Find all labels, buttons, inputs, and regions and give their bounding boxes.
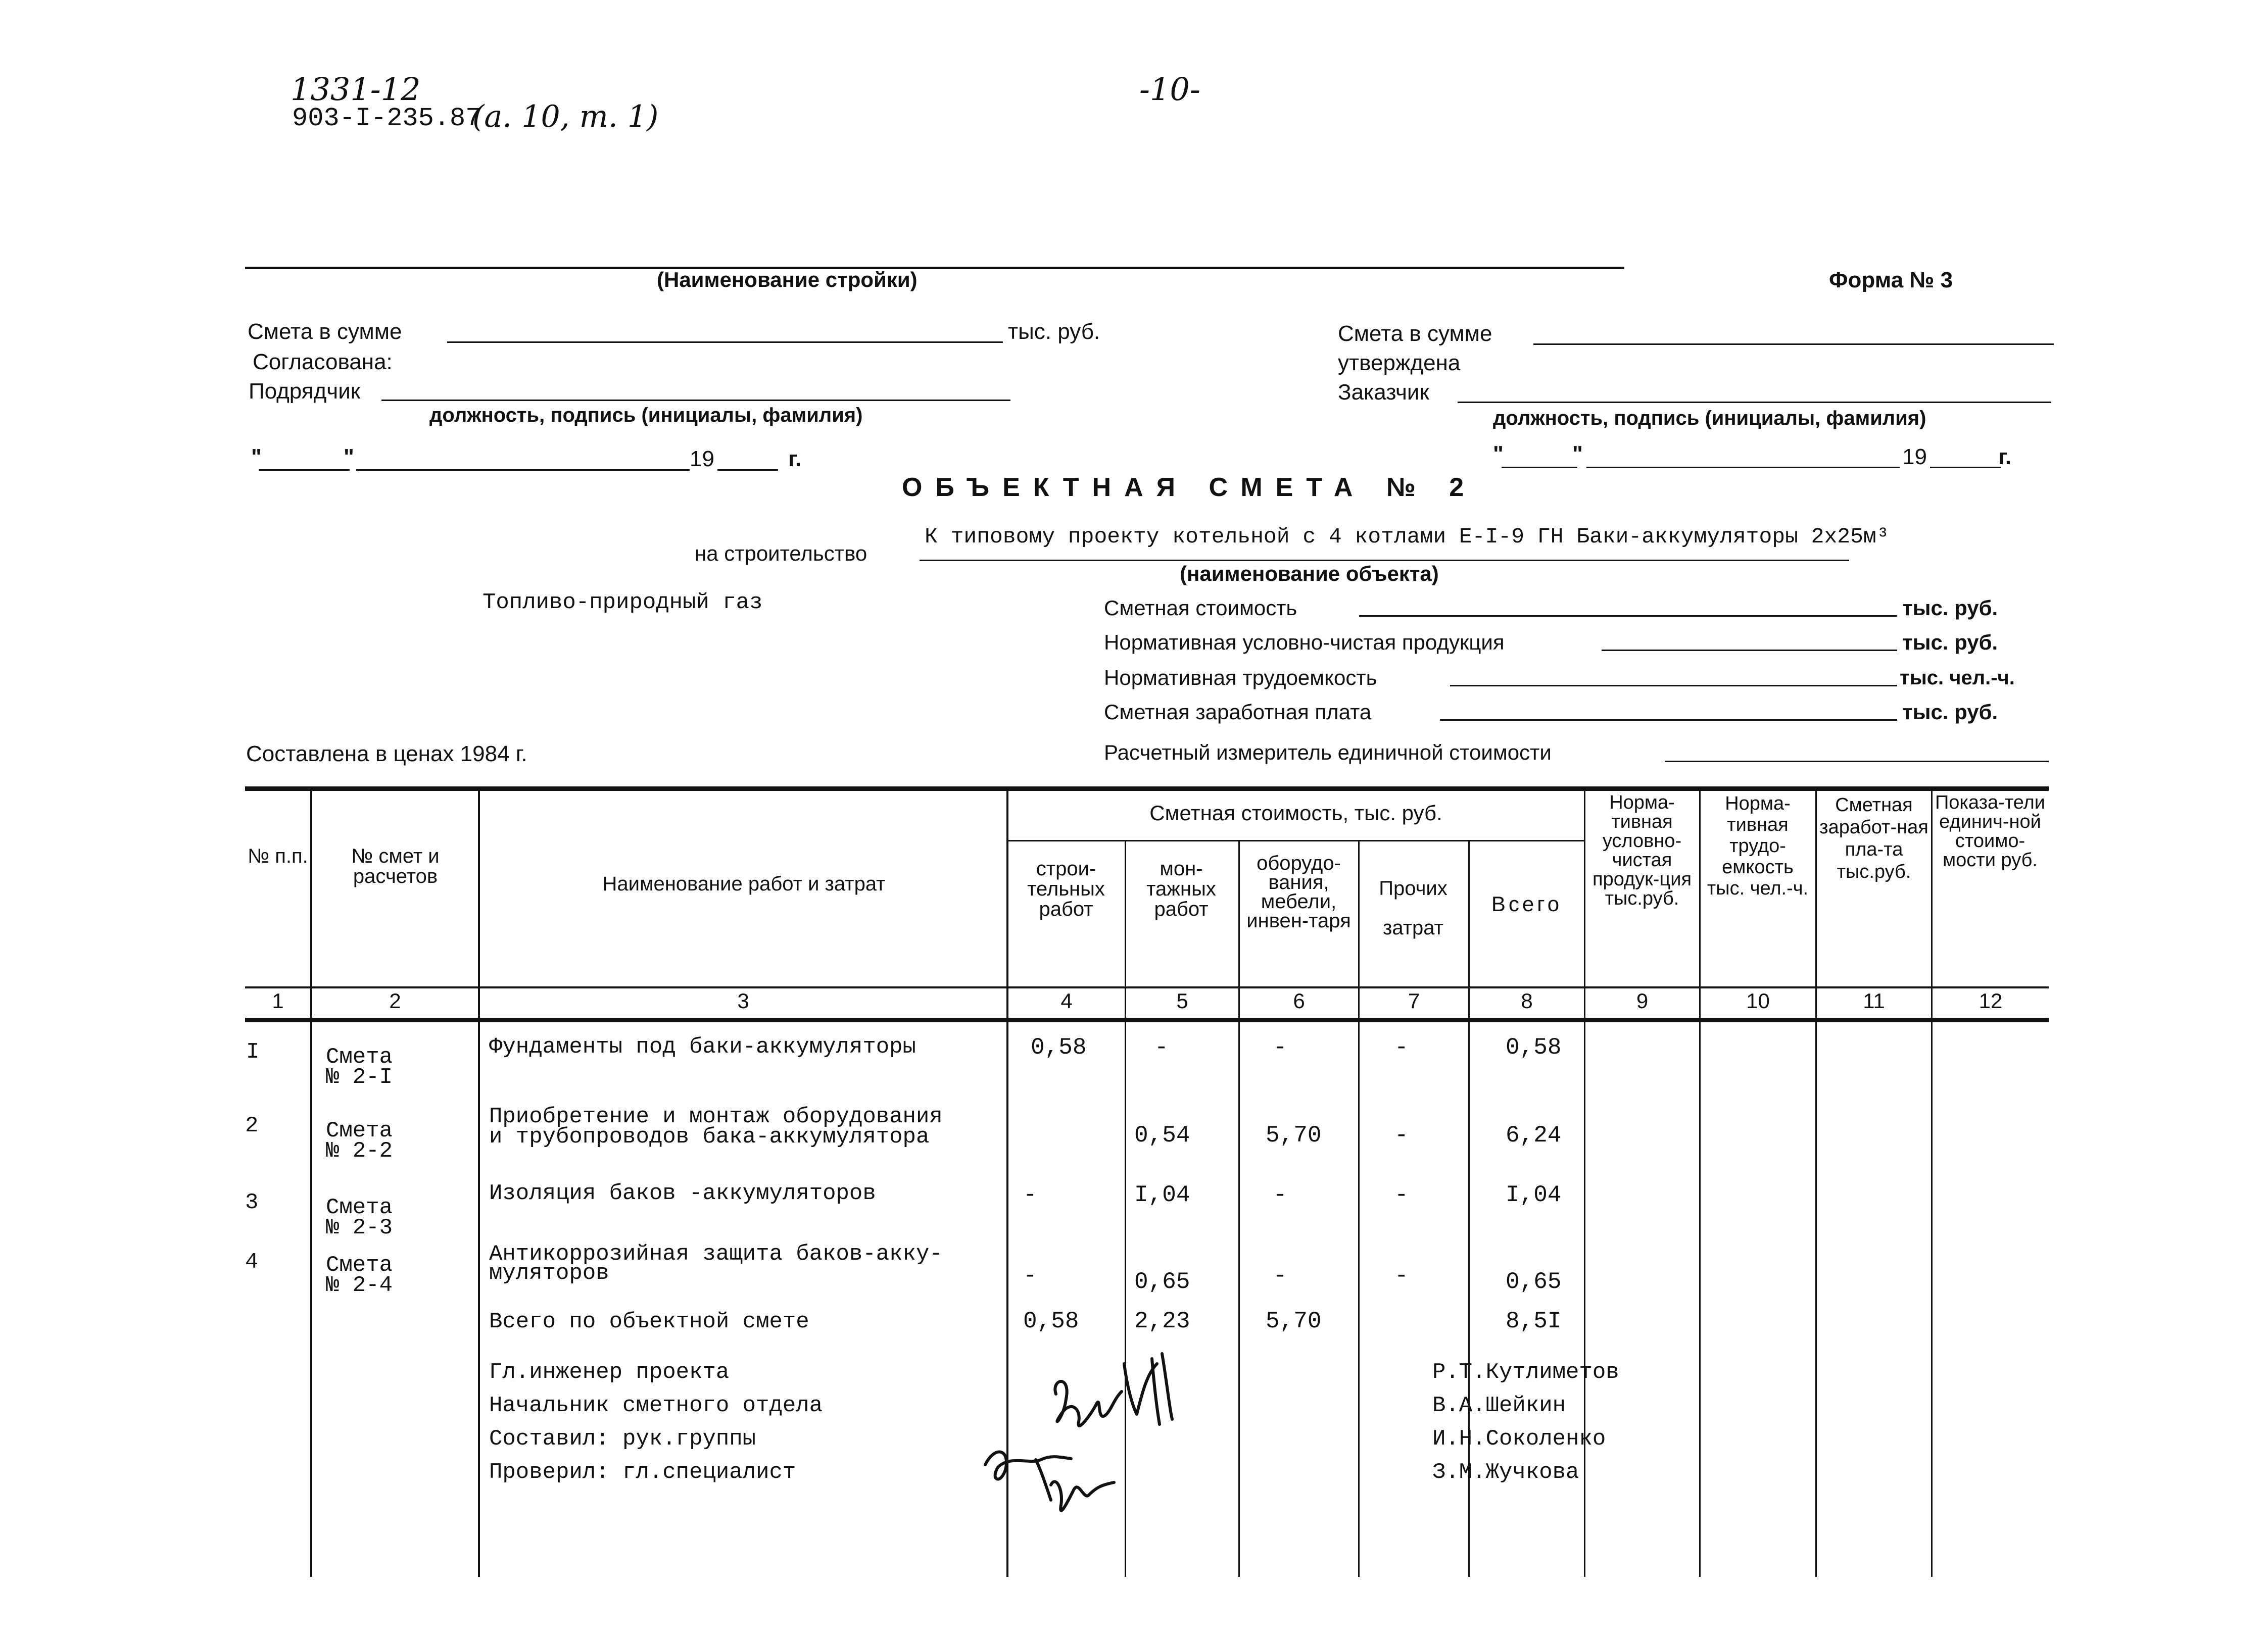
date-left-year: 19 — [690, 446, 714, 471]
agreed-label: Согласована: — [253, 350, 393, 374]
date-right-year: 19 — [1902, 444, 1927, 469]
col-number: 7 — [1408, 989, 1420, 1013]
row-work-name: Антикоррозийная защита баков-акку- — [489, 1241, 943, 1267]
col-header-other: Прочих затрат — [1379, 877, 1447, 939]
col-header-labor: Норма-тивная трудо-емкость тыс. чел.-ч. — [1707, 793, 1809, 899]
param-unit-net-product: тыс. руб. — [1902, 630, 1998, 654]
total-all: 8,5I — [1506, 1308, 1562, 1334]
row-equipment: - — [1273, 1182, 1287, 1208]
construction-name-caption: (Наименование стройки) — [657, 268, 918, 291]
object-name: К типовому проекту котельной с 4 котлами Е-I-9 ГН Баки-аккумуляторы 2х25м³ — [925, 524, 1890, 549]
signature-name: И.Н.Соколенко — [1432, 1426, 1606, 1452]
row-estimate-label: Смета — [326, 1045, 393, 1070]
col-header-total: Всего — [1491, 892, 1563, 916]
customer-label: Заказчик — [1338, 380, 1429, 405]
approved-label: утверждена — [1338, 351, 1461, 375]
row-equipment: - — [1273, 1034, 1287, 1061]
doc-number-note: (а. 10, т. 1) — [472, 99, 659, 134]
param-label-wages: Сметная заработная плата — [1104, 700, 1372, 724]
row-estimate-label: Смета — [326, 1253, 393, 1278]
col-number: 10 — [1746, 989, 1770, 1013]
fuel-label: Топливо-природный газ — [482, 590, 763, 615]
total-construction: 0,58 — [1023, 1308, 1079, 1334]
col-number: 5 — [1176, 989, 1188, 1013]
row-other: - — [1394, 1182, 1409, 1208]
col-header-num: № п.п. — [248, 845, 308, 867]
object-caption: (наименование объекта) — [1180, 562, 1439, 585]
param-unit-cost: тыс. руб. — [1902, 596, 1998, 620]
total-equipment: 5,70 — [1266, 1308, 1322, 1334]
position-caption-right: должность, подпись (инициалы, фамилия) — [1493, 407, 1926, 429]
page-title: ОБЪЕКТНАЯ СМЕТА № 2 — [902, 473, 1477, 502]
total-label: Всего по объектной смете — [489, 1309, 809, 1334]
row-construction: - — [1023, 1182, 1037, 1208]
row-other: - — [1394, 1263, 1409, 1289]
date-right-g: г. — [1998, 444, 2012, 469]
row-estimate-number: № 2-2 — [326, 1138, 393, 1164]
row-installation: - — [1154, 1034, 1169, 1061]
row-work-name: Фундаменты под баки-аккумуляторы — [489, 1034, 916, 1060]
row-equipment: - — [1273, 1263, 1287, 1289]
row-total: I,04 — [1506, 1182, 1562, 1208]
param-label-labor: Нормативная трудоемкость — [1104, 666, 1377, 689]
signature-name: В.А.Шейкин — [1432, 1393, 1566, 1418]
form-label: Форма № 3 — [1829, 268, 1953, 292]
page-number: -10- — [1139, 71, 1200, 108]
param-label-cost: Сметная стоимость — [1104, 596, 1297, 620]
composed-in: Составлена в ценах 1984 г. — [246, 741, 527, 766]
for-construction-label: на строительство — [695, 541, 867, 565]
handwritten-code: 1331-12 — [291, 71, 421, 108]
position-caption-left: должность, подпись (инициалы, фамилия) — [429, 404, 863, 426]
param-unit-labor: тыс. чел.-ч. — [1900, 667, 2015, 689]
row-number: 4 — [245, 1250, 259, 1275]
date-left-quote-2: " — [344, 444, 354, 469]
col-header-installation: мон-тажных работ — [1146, 858, 1216, 920]
row-work-name: Приобретение и монтаж оборудования — [489, 1104, 943, 1129]
col-number: 1 — [272, 989, 284, 1013]
row-estimate-number: № 2-4 — [326, 1273, 393, 1298]
row-total: 6,24 — [1506, 1122, 1562, 1149]
doc-number: 903-I-235.87 — [292, 104, 481, 133]
handwritten-signatures — [975, 1333, 1258, 1535]
row-number: 3 — [245, 1190, 259, 1215]
date-right-quote-1: " — [1493, 441, 1504, 466]
row-estimate-number: № 2-3 — [326, 1215, 393, 1240]
row-construction: - — [1023, 1263, 1037, 1289]
row-equipment: 5,70 — [1266, 1122, 1322, 1149]
col-number: 2 — [389, 989, 401, 1013]
row-construction: 0,58 — [1031, 1034, 1087, 1061]
thousand-rub-left: тыс. руб. — [1008, 319, 1100, 344]
date-right-quote-2: " — [1572, 441, 1583, 466]
col-number: 3 — [737, 989, 749, 1013]
signature-role: Составил: рук.группы — [489, 1426, 756, 1452]
col-header-net-product: Норма-тивная условно-чистая продук-ция тыс.руб. — [1592, 792, 1692, 909]
row-work-name-cont: и трубопроводов бака-аккумулятора — [489, 1124, 930, 1150]
row-number: 2 — [245, 1113, 259, 1138]
signature-role: Гл.инженер проекта — [489, 1360, 730, 1385]
row-installation: 0,65 — [1134, 1269, 1190, 1295]
col-number: 9 — [1636, 989, 1649, 1013]
estimate-sum-right: Смета в сумме — [1338, 321, 1492, 346]
row-installation: I,04 — [1134, 1182, 1190, 1208]
col-number: 12 — [1979, 989, 2003, 1013]
row-other: - — [1394, 1034, 1409, 1061]
row-estimate-label: Смета — [326, 1118, 393, 1144]
row-other: - — [1394, 1122, 1409, 1149]
signature-role: Начальник сметного отдела — [489, 1393, 823, 1418]
row-work-name: Изоляция баков -аккумуляторов — [489, 1181, 876, 1206]
col-number: 6 — [1293, 989, 1305, 1013]
col-header-unit-indicators: Показа-тели единич-ной стоимо-мости руб. — [1935, 792, 2046, 871]
col-header-cost-group: Сметная стоимость, тыс. руб. — [1149, 801, 1442, 825]
row-work-name-cont: муляторов — [489, 1261, 609, 1286]
row-total: 0,58 — [1506, 1034, 1562, 1061]
param-label-unit-meter: Расчетный измеритель единичной стоимости — [1104, 740, 1552, 764]
date-left-quote-1: " — [251, 444, 262, 469]
param-unit-wages: тыс. руб. — [1902, 700, 1998, 724]
estimate-sum-left: Смета в сумме — [248, 319, 402, 344]
date-left-g: г. — [788, 446, 802, 471]
col-header-wages: Сметная заработ-ная пла-та тыс.руб. — [1819, 794, 1928, 882]
col-header-equipment: оборудо-вания, мебели, инвен-таря — [1246, 852, 1351, 932]
total-installation: 2,23 — [1134, 1308, 1190, 1334]
contractor-label: Подрядчик — [249, 379, 361, 404]
col-header-construction: строи-тельных работ — [1027, 858, 1105, 920]
param-label-net-product: Нормативная условно-чистая продукция — [1104, 630, 1505, 654]
row-installation: 0,54 — [1134, 1122, 1190, 1149]
col-header-estimate-no: № смет и расчетов — [351, 845, 440, 887]
signature-name: Р.Т.Кутлиметов — [1432, 1360, 1619, 1385]
row-estimate-label: Смета — [326, 1195, 393, 1220]
col-header-work-name: Наименование работ и затрат — [602, 873, 886, 895]
col-number: 8 — [1521, 989, 1533, 1013]
signature-role: Проверил: гл.специалист — [489, 1460, 796, 1485]
row-total: 0,65 — [1506, 1269, 1562, 1295]
col-number: 4 — [1060, 989, 1073, 1013]
col-number: 11 — [1863, 989, 1885, 1013]
signature-name: З.М.Жучкова — [1432, 1460, 1579, 1485]
row-number: I — [246, 1039, 260, 1065]
row-estimate-number: № 2-I — [326, 1065, 393, 1090]
